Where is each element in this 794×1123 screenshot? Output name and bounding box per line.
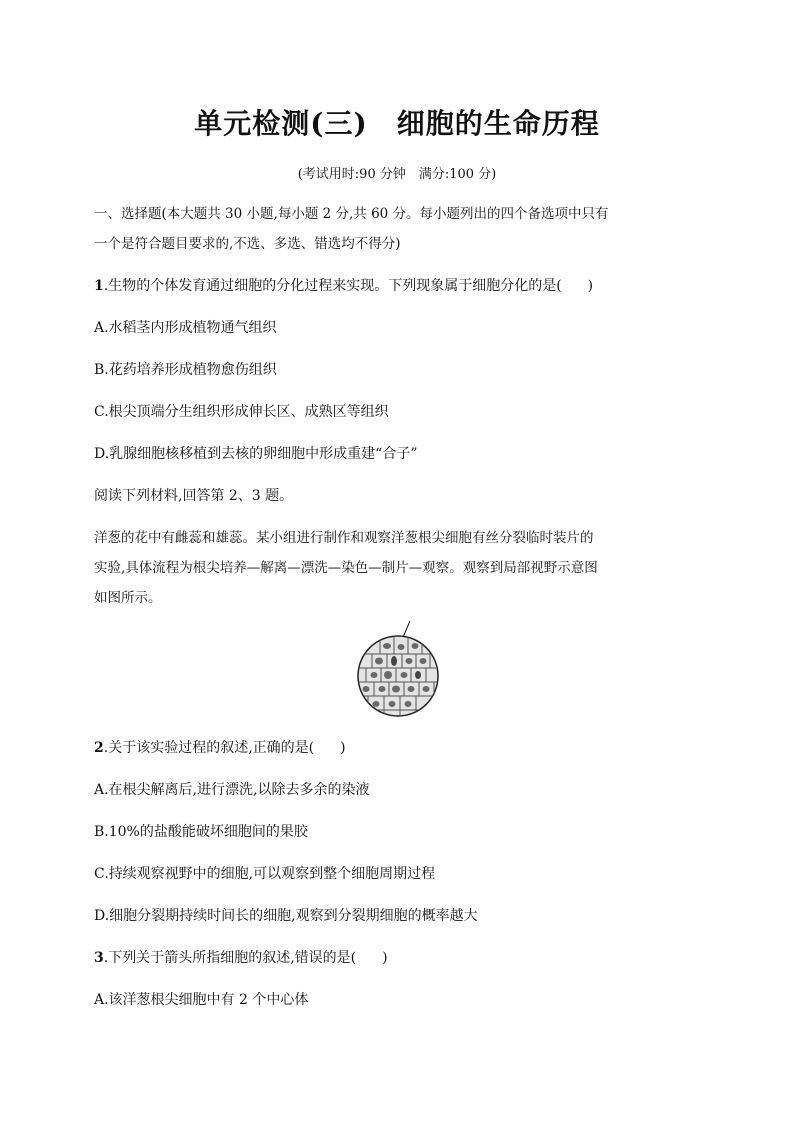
answer-bracket-close: ) xyxy=(340,740,346,756)
question-number: 3 xyxy=(94,950,104,966)
section-heading-line1: 一、选择题(本大题共 30 小题,每小题 2 分,共 60 分。每小题列出的四个备选项中只有 xyxy=(94,206,609,222)
microscope-field-figure xyxy=(354,618,444,726)
root-tip-cells-illustration xyxy=(354,618,444,722)
answer-bracket-close: ) xyxy=(382,950,388,966)
question-2-option-c: C.持续观察视野中的细胞,可以观察到整个细胞周期过程 xyxy=(94,866,436,882)
question-1-option-b: B.花药培养形成植物愈伤组织 xyxy=(94,362,277,378)
section-heading-line2: 一个是符合题目要求的,不选、多选、错选均不得分) xyxy=(94,236,401,252)
page-title: 单元检测(三) 细胞的生命历程 xyxy=(194,107,600,140)
question-2-option-b: B.10%的盐酸能破坏细胞间的果胶 xyxy=(94,824,308,840)
material-line3: 如图所示。 xyxy=(94,590,162,606)
reading-intro: 阅读下列材料,回答第 2、3 题。 xyxy=(94,488,294,504)
question-1-stem xyxy=(94,276,593,296)
answer-bracket-close: ) xyxy=(587,278,594,294)
question-text: .关于该实验过程的叙述,正确的是( xyxy=(103,740,315,756)
question-3-option-a: A.该洋葱根尖细胞中有 2 个中心体 xyxy=(94,992,309,1008)
question-2-option-d: D.细胞分裂期持续时间长的细胞,观察到分裂期细胞的概率越大 xyxy=(94,908,478,924)
question-1-option-c: C.根尖顶端分生组织形成伸长区、成熟区等组织 xyxy=(94,404,389,420)
material-line2: 实验,具体流程为根尖培养—解离—漂洗—染色—制片—观察。观察到局部视野示意图 xyxy=(94,560,598,576)
question-3-stem xyxy=(94,948,388,968)
question-text: .生物的个体发育通过细胞的分化过程来实现。下列现象属于细胞分化的是( xyxy=(103,278,562,294)
question-1-option-a: A.水稻茎内形成植物通气组织 xyxy=(94,320,277,336)
question-2-option-a: A.在根尖解离后,进行漂洗,以除去多余的染液 xyxy=(94,782,370,798)
material-line1: 洋葱的花中有雌蕊和雄蕊。某小组进行制作和观察洋葱根尖细胞有丝分裂临时装片的 xyxy=(94,530,594,546)
question-1-option-d: D.乳腺细胞核移植到去核的卵细胞中形成重建“合子” xyxy=(94,446,418,462)
question-number: 1 xyxy=(94,278,104,294)
question-text: .下列关于箭头所指细胞的叙述,错误的是( xyxy=(103,950,357,966)
question-2-stem xyxy=(94,738,346,758)
question-number: 2 xyxy=(94,740,104,756)
exam-info: (考试用时:90 分钟 满分:100 分) xyxy=(297,167,497,182)
